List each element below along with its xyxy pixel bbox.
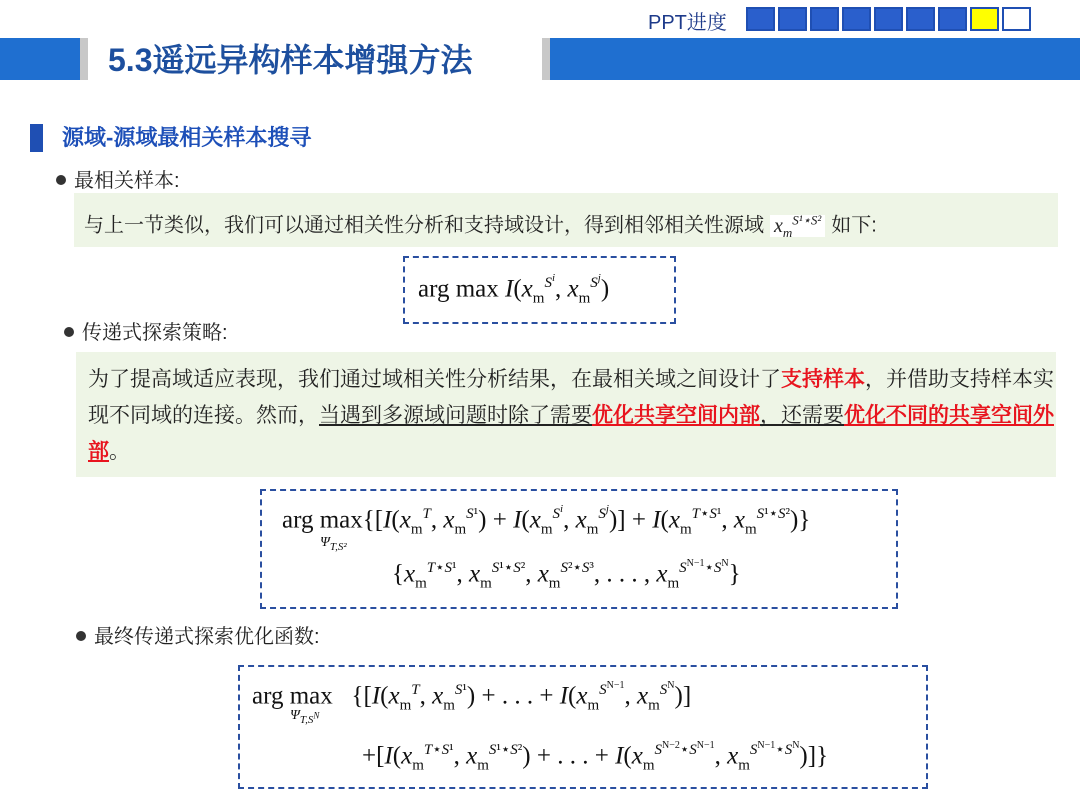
bullet-text: 传递式探索策略:	[82, 322, 228, 344]
progress-square	[938, 7, 967, 31]
highlight-support-sample: 支持样本	[781, 368, 865, 391]
progress-square	[778, 7, 807, 31]
bullet-final	[76, 624, 320, 650]
underlined-text-2: ，还需要	[760, 404, 844, 427]
progress-square	[842, 7, 871, 31]
bullet-text: 最相关样本:	[74, 170, 180, 192]
underlined-text-1: 当遇到多源域问题时除了需要	[319, 404, 592, 427]
ppt-progress-label: PPT进度	[648, 12, 727, 34]
strategy-text-2: ，并借助支持样本实现不同域的连接。然而，	[88, 368, 1054, 427]
ppt-progress-bar	[746, 7, 1031, 31]
progress-square-empty	[1002, 7, 1031, 31]
bullet-dot	[76, 631, 86, 641]
intro-paragraph	[84, 205, 877, 248]
equation-2-line-2: {$x_m^{T⋆S^1}$, $x_m^{S^1⋆S^2}$, $x_m^{S^2⋆S^3}$, . . . , $x_m^{S^{N-1}⋆S^N}$}	[392, 558, 741, 592]
strategy-paragraph	[88, 362, 1054, 470]
equation-1: arg $\max I(x_m^{S^i}$, $x_m^{S^j}$)	[418, 272, 610, 307]
progress-square	[874, 7, 903, 31]
equation-3-subscript: $\Psi_{T,S^N}$	[290, 708, 320, 726]
slide-title: 5.3遥远异构样本增强方法	[108, 42, 473, 78]
highlight-outer-space: 优化不同的共享空间外部	[88, 404, 1054, 463]
bullet-dot	[64, 327, 74, 337]
intro-suffix: 如下:	[831, 214, 877, 237]
bullet-transitive	[64, 320, 228, 346]
intro-text: 与上一节类似，我们可以通过相关性分析和支持域设计，得到相邻相关性源域	[84, 214, 764, 237]
highlight-inner-space: 优化共享空间内部	[592, 404, 760, 427]
bullet-text: 最终传递式探索优化函数:	[94, 626, 320, 648]
progress-square	[746, 7, 775, 31]
progress-square-current	[970, 7, 999, 31]
strategy-text-3: 。	[109, 440, 130, 463]
intro-symbol: $x_m^{S^1⋆S^2}$	[770, 215, 825, 237]
equation-2-line-1: arg $\max\{[I(x_m^T$, $x_m^{S^1}) + I(x_m^{S^i}$, $x_m^{S^j})] + I(x_m^{T⋆S^1}$, $x_m^{S^1⋆S^2}$)}	[282, 503, 811, 538]
section-marker	[30, 124, 43, 152]
bullet-dot	[56, 175, 66, 185]
progress-square	[810, 7, 839, 31]
progress-square	[906, 7, 935, 31]
equation-2-subscript: $\Psi_{T,S^2}$	[320, 535, 347, 553]
section-title: 源域-源域最相关样本搜寻	[62, 125, 312, 150]
equation-3-line-2: $+[I(x_m^{T⋆S^1}$, $x_m^{S^1⋆S^2}$) + . . . + $I(x_m^{S^{N-2}⋆S^{N-1}}$, $x_m^{S^{N-1}⋆S^N}$)]}	[362, 740, 829, 774]
equation-3-line-1: arg $\max \{[I(x_m^T$, $x_m^{S^1}$) + . . . + $I(x_m^{S^{N-1}}$, $x_m^{S^N}$)]	[252, 680, 692, 714]
strategy-text-1: 为了提高域适应表现，我们通过域相关性分析结果，在最相关域之间设计了	[88, 368, 781, 391]
bullet-most-relevant	[56, 168, 180, 194]
